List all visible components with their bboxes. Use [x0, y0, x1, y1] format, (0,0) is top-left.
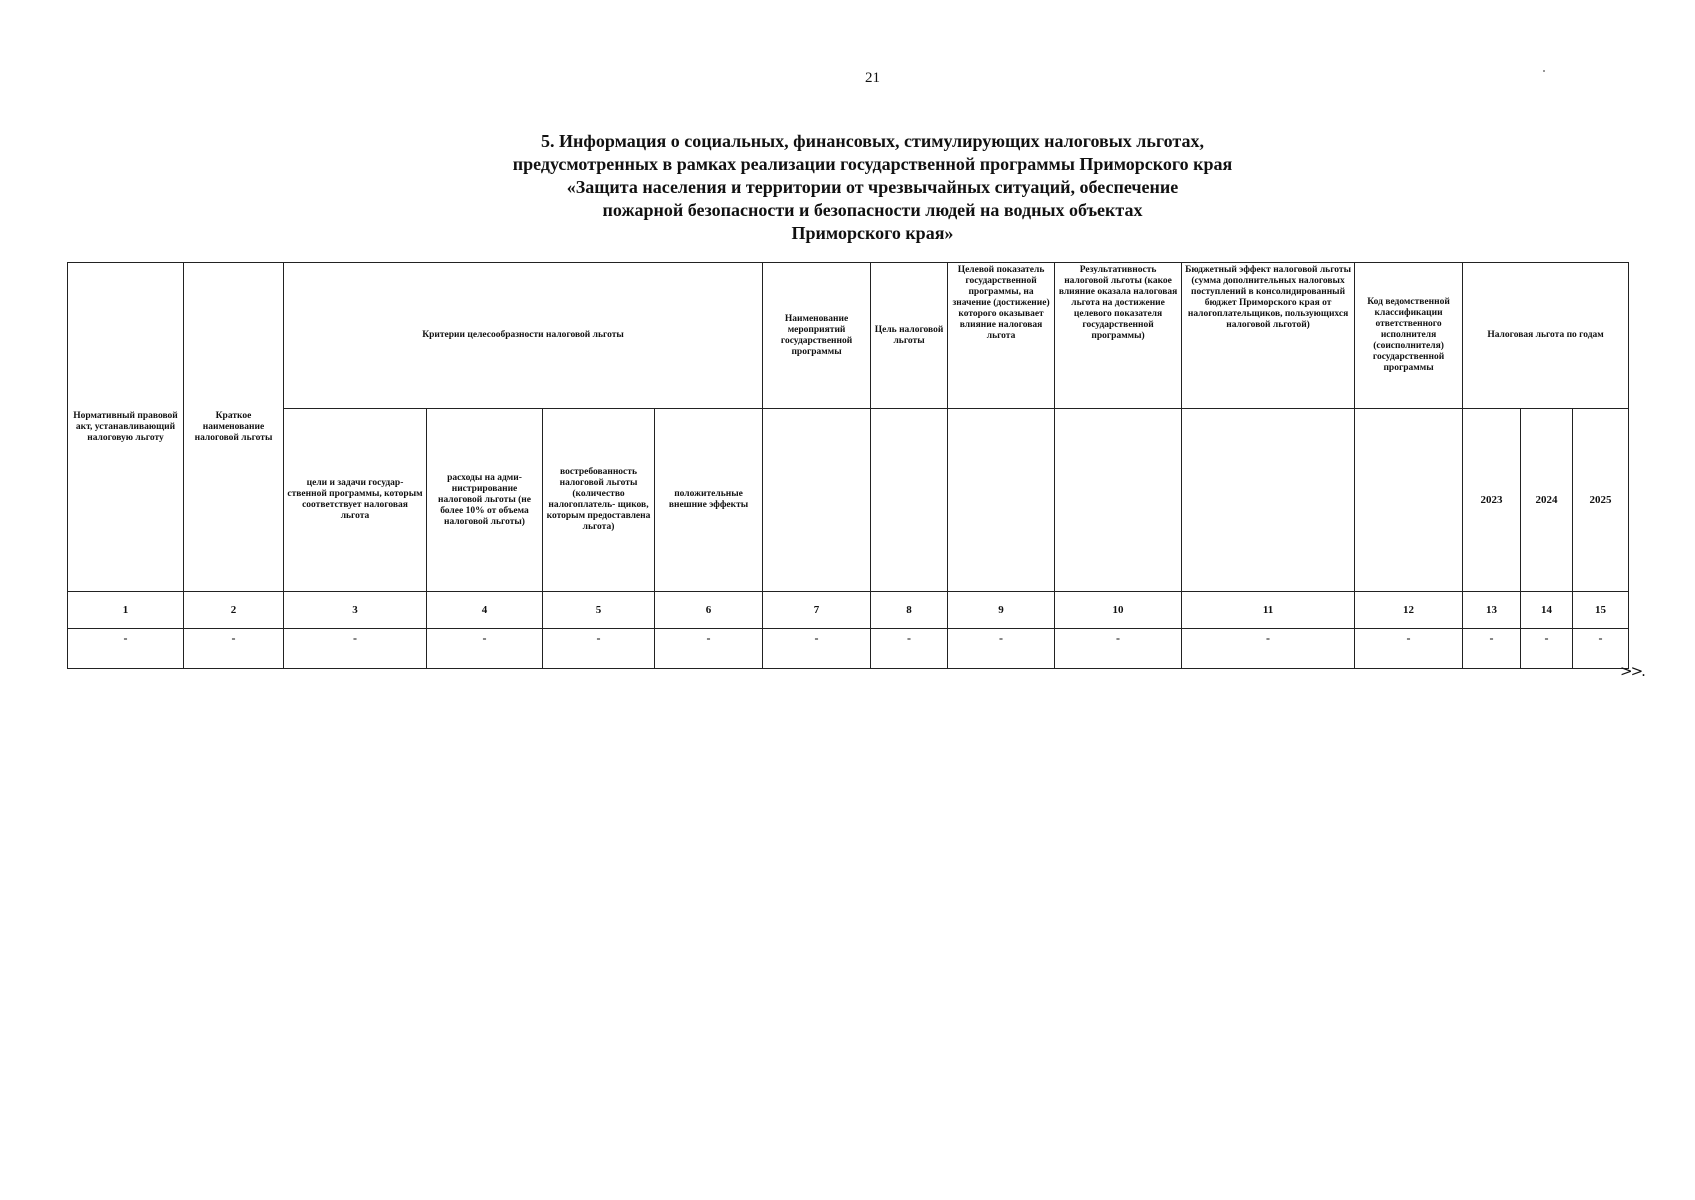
column-number: 8: [871, 592, 948, 629]
table-cell: -: [763, 629, 871, 669]
column-number: 3: [284, 592, 427, 629]
table-cell: -: [1463, 629, 1521, 669]
header-criteria-expenses: расходы на адми- нистрирование налоговой льготы (не более 10% от объема налоговой льготы): [427, 409, 543, 592]
header-normative-act: Нормативный правовой акт, устанавливающий налоговую льготу: [68, 263, 184, 592]
header-criteria-goals: цели и задачи государ- ственной программы, которым соответствует налоговая льгота: [284, 409, 427, 592]
table-cell: -: [948, 629, 1055, 669]
continuation-mark: >>.: [1620, 662, 1644, 680]
header-year-2024: 2024: [1521, 409, 1573, 592]
header-criteria-effects: положительные внешние эффекты: [655, 409, 763, 592]
header-budget-effect: Бюджетный эффект налоговой льготы (сумма дополнительных налоговых поступлений в консолидированный бюджет Приморского края от налогоплательщиков, пользующихся налоговой льготой): [1182, 263, 1355, 409]
table-cell: -: [543, 629, 655, 669]
column-number: 1: [68, 592, 184, 629]
table-row: [68, 629, 1629, 669]
table-cell: -: [655, 629, 763, 669]
header-empty-cell: [1355, 409, 1463, 592]
header-year-2025: 2025: [1573, 409, 1629, 592]
title-line: предусмотренных в рамках реализации государственной программы Приморского края: [512, 154, 1233, 174]
column-number: 4: [427, 592, 543, 629]
table-cell: -: [1182, 629, 1355, 669]
header-row-1: [68, 263, 1629, 409]
header-year-2023: 2023: [1463, 409, 1521, 592]
column-number: 14: [1521, 592, 1573, 629]
header-empty-cell: [1055, 409, 1182, 592]
column-number: 12: [1355, 592, 1463, 629]
page-number: 21: [865, 70, 880, 86]
column-number: 5: [543, 592, 655, 629]
header-goal: Цель налоговой льготы: [871, 263, 948, 409]
header-criteria-demand: востребованность налоговой льготы (количество налогоплатель- щиков, которым предоставлена льгота): [543, 409, 655, 592]
column-number: 15: [1573, 592, 1629, 629]
table-cell: -: [427, 629, 543, 669]
table-cell: -: [1355, 629, 1463, 669]
table-cell: -: [1055, 629, 1182, 669]
column-number: 10: [1055, 592, 1182, 629]
section-title: [0, 130, 1695, 245]
column-number: 6: [655, 592, 763, 629]
header-row-2: [68, 409, 1629, 592]
column-number: 2: [184, 592, 284, 629]
header-short-name: Краткое наименование налоговой льготы: [184, 263, 284, 592]
header-empty-cell: [948, 409, 1055, 592]
header-measures: Наименование мероприятий государственной программы: [763, 263, 871, 409]
table-cell: -: [871, 629, 948, 669]
title-line: 5. Информация о социальных, финансовых, стимулирующих налоговых льготах,: [541, 131, 1204, 151]
column-number: 9: [948, 592, 1055, 629]
table-cell: -: [184, 629, 284, 669]
column-number-row: [68, 592, 1629, 629]
header-by-years: Налоговая льгота по годам: [1463, 263, 1629, 409]
header-classification-code: Код ведомственной классификации ответственного исполнителя (соисполнителя) государственной программы: [1355, 263, 1463, 409]
column-number: 7: [763, 592, 871, 629]
table-cell: -: [284, 629, 427, 669]
header-empty-cell: [763, 409, 871, 592]
title-line: «Защита населения и территории от чрезвычайных ситуаций, обеспечение: [566, 177, 1179, 197]
table-cell: -: [1521, 629, 1573, 669]
tax-benefits-table: [67, 262, 1629, 669]
column-number: 11: [1182, 592, 1355, 629]
column-number: 13: [1463, 592, 1521, 629]
table-cell: -: [68, 629, 184, 669]
title-line: Приморского края»: [791, 223, 954, 243]
header-criteria-group: Критерии целесообразности налоговой льготы: [284, 263, 763, 409]
header-effectiveness: Результативность налоговой льготы (какое влияние оказала налоговая льгота на достижение целевого показателя государственной программы): [1055, 263, 1182, 409]
title-line: пожарной безопасности и безопасности людей на водных объектах: [602, 200, 1143, 220]
header-empty-cell: [1182, 409, 1355, 592]
table-cell: -: [1573, 629, 1629, 669]
header-target-indicator: Целевой показатель государственной программы, на значение (достижение) которого оказывает влияние налоговая льгота: [948, 263, 1055, 409]
header-empty-cell: [871, 409, 948, 592]
